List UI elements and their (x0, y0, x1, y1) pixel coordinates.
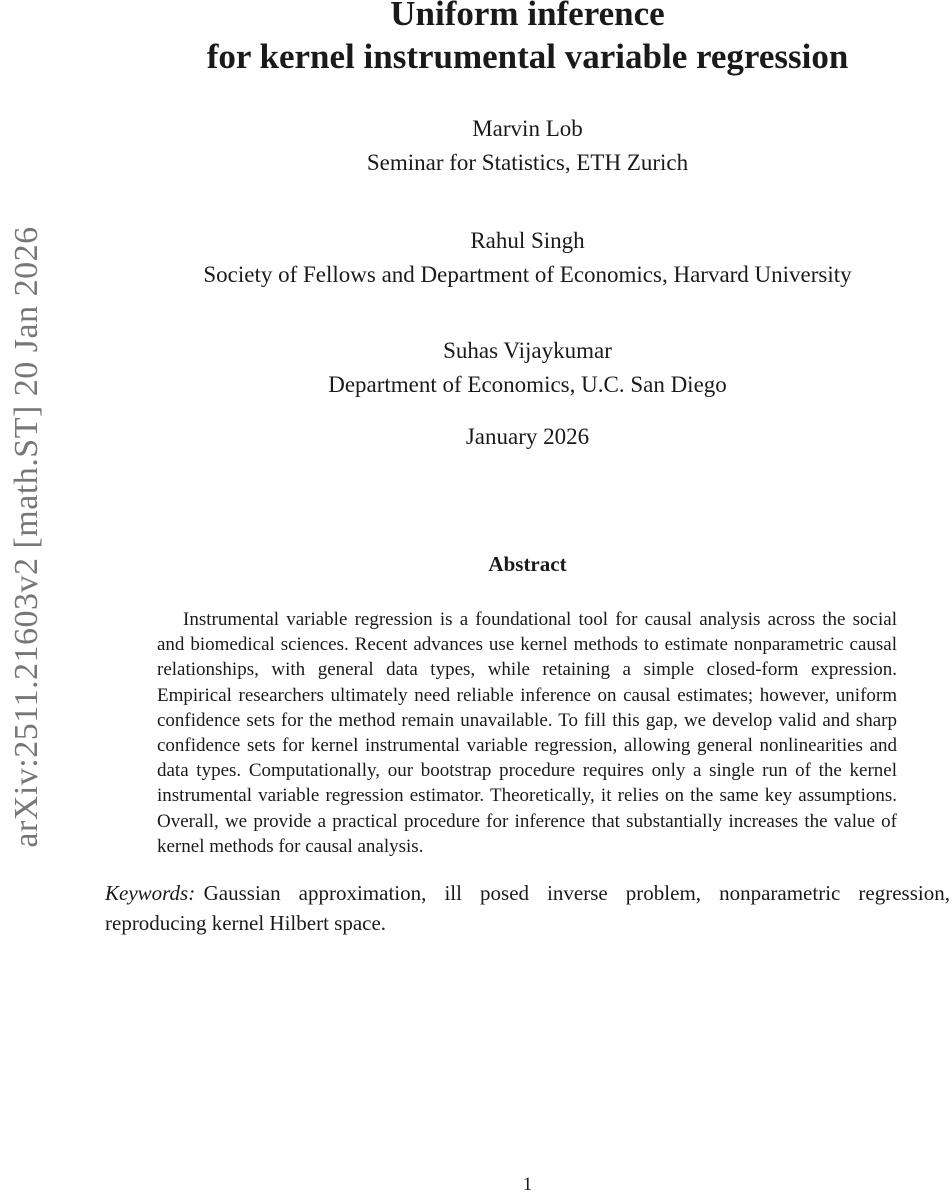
author-block-1 (105, 112, 950, 180)
author-affiliation: Seminar for Statistics, ETH Zurich (366, 150, 689, 175)
keywords-line (105, 879, 950, 938)
author-name: Suhas Vijaykumar (443, 338, 612, 363)
paper-title-line1: Uniform inference (390, 0, 665, 33)
text-column (105, 0, 950, 1200)
author-name: Rahul Singh (470, 228, 585, 253)
paper-title-line2: for kernel instrumental variable regression (206, 37, 849, 76)
author-affiliation: Society of Fellows and Department of Economics, Harvard University (203, 262, 852, 287)
arxiv-watermark: arXiv:2511.21603v2 [math.ST] 20 Jan 2026 (8, 226, 45, 848)
abstract-text: Instrumental variable regression is a foundational tool for causal analysis across the social and biomedical sciences. Recent advances use kernel methods to estimate nonparametric causal relationships, with general data types, while retaining a simple closed-form expression. Empirical researchers ultimately need reliable inference on causal estimates; however, uniform confidence sets for the method remain unavailable. To fill this gap, we develop valid and sharp confidence sets for kernel instrumental variable regression, allowing general nonlinearities and data types. Computationally, our bootstrap procedure requires only a single run of the kernel instrumental variable regression estimator. Theoretically, it relies on the same key assumptions. Overall, we provide a practical procedure for inference that substantially increases the value of kernel methods for causal analysis. (157, 609, 897, 857)
publication-date: January 2026 (465, 424, 590, 449)
author-block-2 (105, 224, 950, 292)
author-name: Marvin Lob (472, 116, 583, 141)
abstract-heading: Abstract (488, 552, 567, 576)
paper-title (105, 0, 950, 78)
keywords-label: Keywords: (105, 881, 196, 905)
author-affiliation: Department of Economics, U.C. San Diego (328, 372, 727, 397)
page-number: 1 (522, 1174, 533, 1195)
author-block-3 (105, 334, 950, 402)
keywords-text: Gaussian approximation, ill posed inverse problem, nonparametric regression, reproducing kernel Hilbert space. (105, 881, 950, 935)
